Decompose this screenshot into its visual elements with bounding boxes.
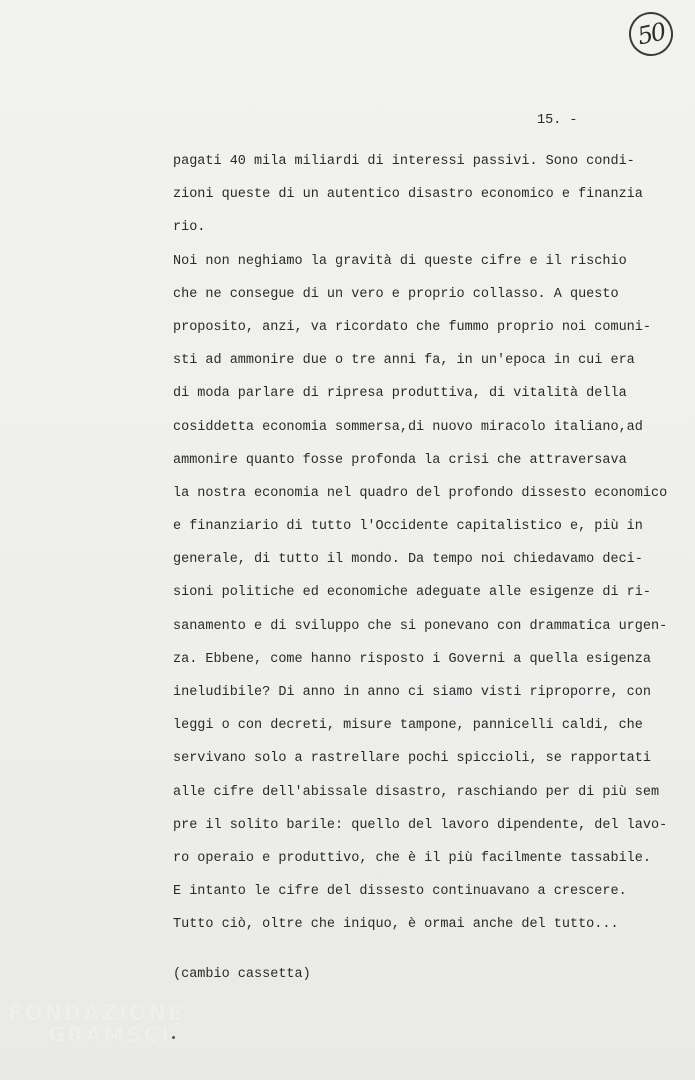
text-line: sanamento e di sviluppo che si ponevano con drammatica urgen- bbox=[173, 618, 668, 634]
text-line: sioni politiche ed economiche adeguate alle esigenze di ri- bbox=[173, 585, 651, 601]
text-line: ineludibile? Di anno in anno ci siamo visti riproporre, con bbox=[173, 685, 651, 700]
body-text bbox=[173, 145, 673, 991]
watermark-line-2: GRAMSCI bbox=[48, 1023, 171, 1047]
text-line: Noi non neghiamo la gravità di queste cifre e il rischio bbox=[173, 253, 627, 269]
text-line: ro operaio e produttivo, che è il più facilmente tassabile. bbox=[173, 850, 651, 866]
page-stamp bbox=[625, 8, 677, 60]
paragraph-gap bbox=[173, 942, 673, 958]
text-line: di moda parlare di ripresa produttiva, di vitalità della bbox=[173, 386, 627, 402]
text-line: la nostra economia nel quadro del profondo dissesto economico bbox=[173, 485, 668, 501]
text-line: che ne consegue di un vero e proprio collasso. A questo bbox=[173, 286, 619, 302]
page-number: 15. - bbox=[537, 113, 578, 128]
text-line: e finanziario di tutto l'Occidente capitalistico e, più in bbox=[173, 519, 643, 535]
text-line: generale, di tutto il mondo. Da tempo noi chiedavamo deci- bbox=[173, 552, 643, 568]
text-line: zioni queste di un autentico disastro economico e finanzia bbox=[173, 187, 643, 203]
foundation-watermark bbox=[8, 1002, 208, 1062]
watermark-line-1: FONDAZIONE bbox=[8, 1001, 185, 1025]
cassette-note: (cambio cassetta) bbox=[173, 966, 311, 982]
text-line: ammonire quanto fosse profonda la crisi che attraversava bbox=[173, 452, 627, 468]
text-line: leggi o con decreti, misure tampone, pannicelli caldi, che bbox=[173, 718, 643, 734]
text-line: rio. bbox=[173, 220, 206, 236]
stamp-number: 50 bbox=[635, 17, 667, 51]
text-line: pagati 40 mila miliardi di interessi passivi. Sono condi- bbox=[173, 154, 635, 169]
text-line: za. Ebbene, come hanno risposto i Governi a quella esigenza bbox=[173, 651, 651, 667]
text-line: cosiddetta economia sommersa,di nuovo miracolo italiano,ad bbox=[173, 419, 643, 435]
text-line: pre il solito barile: quello del lavoro dipendente, del lavo- bbox=[173, 817, 668, 833]
text-line: servivano solo a rastrellare pochi spiccioli, se rapportati bbox=[173, 751, 651, 767]
text-line: alle cifre dell'abissale disastro, raschiando per di più sem bbox=[173, 784, 660, 800]
ink-speck bbox=[172, 1036, 175, 1039]
text-line: sti ad ammonire due o tre anni fa, in un'epoca in cui era bbox=[173, 353, 635, 369]
text-line: Tutto ciò, oltre che iniquo, è ormai anche del tutto... bbox=[173, 917, 619, 933]
text-line: proposito, anzi, va ricordato che fummo proprio noi comuni- bbox=[173, 319, 651, 335]
text-line: E intanto le cifre del dissesto continuavano a crescere. bbox=[173, 884, 627, 900]
